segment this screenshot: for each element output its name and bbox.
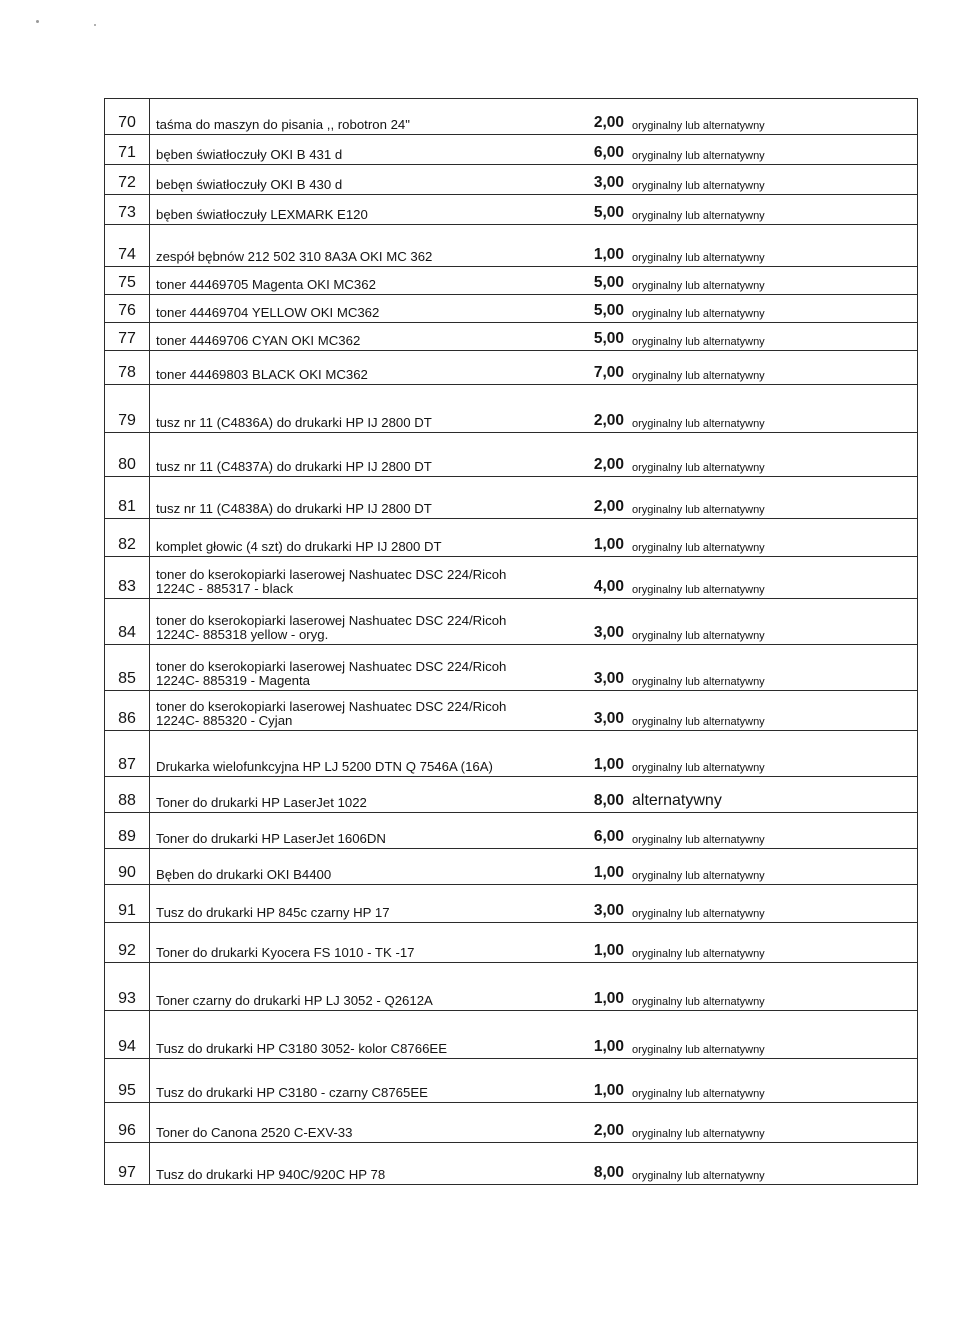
table-row xyxy=(105,1059,917,1103)
table-row xyxy=(105,477,917,519)
item-note: oryginalny lub alternatywny xyxy=(632,180,765,192)
row-number: 78 xyxy=(105,351,150,384)
item-quantity: 2,00 xyxy=(593,1122,624,1139)
item-description: zespół bębnów 212 502 310 8A3A OKI MC 362 xyxy=(156,249,433,264)
table-row xyxy=(105,923,917,963)
item-note: oryginalny lub alternatywny xyxy=(632,716,765,728)
item-note: oryginalny lub alternatywny xyxy=(632,210,765,222)
row-number: 80 xyxy=(105,433,150,476)
table-row xyxy=(105,433,917,477)
item-quantity: 8,00 xyxy=(593,792,624,809)
row-number: 91 xyxy=(105,885,150,922)
table-row xyxy=(105,99,917,135)
item-description: toner do kserokopiarki laserowej Nashuatec DSC 224/Ricoh 1224C- 885320 - Cyjan xyxy=(156,699,507,728)
item-note: alternatywny xyxy=(632,792,722,809)
table-row xyxy=(105,323,917,351)
item-note: oryginalny lub alternatywny xyxy=(632,504,765,516)
item-quantity: 8,00 xyxy=(593,1164,624,1181)
row-number: 86 xyxy=(105,691,150,730)
item-description: Toner do drukarki HP LaserJet 1606DN xyxy=(156,831,386,846)
row-number: 76 xyxy=(105,295,150,322)
item-quantity: 2,00 xyxy=(593,498,624,515)
row-number: 79 xyxy=(105,385,150,432)
item-note: oryginalny lub alternatywny xyxy=(632,120,765,132)
item-note: oryginalny lub alternatywny xyxy=(632,542,765,554)
item-note: oryginalny lub alternatywny xyxy=(632,834,765,846)
item-note: oryginalny lub alternatywny xyxy=(632,1128,765,1140)
row-number: 92 xyxy=(105,923,150,962)
scan-speck xyxy=(94,24,96,26)
table-row xyxy=(105,731,917,777)
row-number: 93 xyxy=(105,963,150,1010)
item-note: oryginalny lub alternatywny xyxy=(632,908,765,920)
item-description: toner do kserokopiarki laserowej Nashuatec DSC 224/Ricoh 1224C- 885319 - Magenta xyxy=(156,659,507,688)
item-note: oryginalny lub alternatywny xyxy=(632,1088,765,1100)
item-note: oryginalny lub alternatywny xyxy=(632,676,765,688)
item-description: Tusz do drukarki HP 845c czarny HP 17 xyxy=(156,905,390,920)
item-quantity: 4,00 xyxy=(593,578,624,595)
item-quantity: 5,00 xyxy=(593,302,624,319)
item-quantity: 5,00 xyxy=(593,274,624,291)
item-description: tusz nr 11 (C4838A) do drukarki HP IJ 2800 DT xyxy=(156,501,432,516)
item-quantity: 3,00 xyxy=(593,670,624,687)
table-row xyxy=(105,885,917,923)
item-quantity: 7,00 xyxy=(593,364,624,381)
item-quantity: 1,00 xyxy=(593,990,624,1007)
item-description: Tusz do drukarki HP C3180 3052- kolor C8766EE xyxy=(156,1041,448,1056)
item-quantity: 1,00 xyxy=(593,756,624,773)
row-number: 77 xyxy=(105,323,150,350)
item-description: tusz nr 11 (C4837A) do drukarki HP IJ 2800 DT xyxy=(156,459,432,474)
item-quantity: 3,00 xyxy=(593,710,624,727)
item-description: toner do kserokopiarki laserowej Nashuatec DSC 224/Ricoh 1224C - 885317 - black xyxy=(156,567,507,596)
item-note: oryginalny lub alternatywny xyxy=(632,584,765,596)
row-number: 88 xyxy=(105,777,150,812)
table-row xyxy=(105,645,917,691)
table-row xyxy=(105,557,917,599)
item-description: toner 44469803 BLACK OKI MC362 xyxy=(156,367,368,382)
item-description: bęben światłoczuły LEXMARK E120 xyxy=(156,207,368,222)
row-number: 94 xyxy=(105,1011,150,1058)
table-row xyxy=(105,225,917,267)
table-row xyxy=(105,1011,917,1059)
table-row xyxy=(105,1143,917,1185)
item-description: tusz nr 11 (C4836A) do drukarki HP IJ 2800 DT xyxy=(156,415,432,430)
item-quantity: 1,00 xyxy=(593,536,624,553)
item-description: bebęn światłoczuły OKI B 430 d xyxy=(156,177,343,192)
item-note: oryginalny lub alternatywny xyxy=(632,1170,765,1182)
row-number: 85 xyxy=(105,645,150,690)
row-number: 95 xyxy=(105,1059,150,1102)
item-description: Bęben do drukarki OKI B4400 xyxy=(156,867,332,882)
table-row xyxy=(105,295,917,323)
scan-speck xyxy=(36,20,39,23)
item-description: toner 44469704 YELLOW OKI MC362 xyxy=(156,305,380,320)
table-row xyxy=(105,599,917,645)
item-note: oryginalny lub alternatywny xyxy=(632,252,765,264)
item-quantity: 5,00 xyxy=(593,204,624,221)
item-note: oryginalny lub alternatywny xyxy=(632,870,765,882)
item-quantity: 6,00 xyxy=(593,828,624,845)
item-quantity: 6,00 xyxy=(593,144,624,161)
table-row xyxy=(105,519,917,557)
item-quantity: 5,00 xyxy=(593,330,624,347)
item-quantity: 3,00 xyxy=(593,624,624,641)
item-description: bęben światłoczuły OKI B 431 d xyxy=(156,147,343,162)
table-row xyxy=(105,195,917,225)
row-number: 74 xyxy=(105,225,150,266)
item-quantity: 1,00 xyxy=(593,1038,624,1055)
item-quantity: 2,00 xyxy=(593,412,624,429)
item-quantity: 3,00 xyxy=(593,174,624,191)
row-number: 90 xyxy=(105,849,150,884)
item-note: oryginalny lub alternatywny xyxy=(632,630,765,642)
item-description: komplet głowic (4 szt) do drukarki HP IJ 2800 DT xyxy=(156,539,442,554)
item-note: oryginalny lub alternatywny xyxy=(632,762,765,774)
item-note: oryginalny lub alternatywny xyxy=(632,370,765,382)
row-number: 97 xyxy=(105,1143,150,1184)
item-note: oryginalny lub alternatywny xyxy=(632,418,765,430)
table-row xyxy=(105,777,917,813)
item-note: oryginalny lub alternatywny xyxy=(632,462,765,474)
table-row xyxy=(105,351,917,385)
row-number: 82 xyxy=(105,519,150,556)
item-note: oryginalny lub alternatywny xyxy=(632,1044,765,1056)
item-quantity: 1,00 xyxy=(593,1082,624,1099)
item-quantity: 3,00 xyxy=(593,902,624,919)
row-number: 83 xyxy=(105,557,150,598)
table-row xyxy=(105,849,917,885)
row-number: 75 xyxy=(105,267,150,294)
item-description: Drukarka wielofunkcyjna HP LJ 5200 DTN Q 7546A (16A) xyxy=(156,759,493,774)
item-quantity: 1,00 xyxy=(593,246,624,263)
item-note: oryginalny lub alternatywny xyxy=(632,308,765,320)
table-row xyxy=(105,165,917,195)
row-number: 89 xyxy=(105,813,150,848)
item-quantity: 1,00 xyxy=(593,864,624,881)
item-description: Toner czarny do drukarki HP LJ 3052 - Q2612A xyxy=(156,993,433,1008)
item-description: Toner do Canona 2520 C-EXV-33 xyxy=(156,1125,353,1140)
row-number: 87 xyxy=(105,731,150,776)
item-description: Tusz do drukarki HP 940C/920C HP 78 xyxy=(156,1167,386,1182)
table-row xyxy=(105,691,917,731)
table-row xyxy=(105,135,917,165)
item-note: oryginalny lub alternatywny xyxy=(632,996,765,1008)
table-row xyxy=(105,963,917,1011)
item-note: oryginalny lub alternatywny xyxy=(632,948,765,960)
item-quantity: 2,00 xyxy=(593,456,624,473)
row-number: 84 xyxy=(105,599,150,644)
item-quantity: 1,00 xyxy=(593,942,624,959)
item-description: toner 44469706 CYAN OKI MC362 xyxy=(156,333,361,348)
item-note: oryginalny lub alternatywny xyxy=(632,280,765,292)
row-number: 70 xyxy=(105,99,150,134)
table-row xyxy=(105,813,917,849)
item-description: toner 44469705 Magenta OKI MC362 xyxy=(156,277,376,292)
item-quantity: 2,00 xyxy=(593,114,624,131)
row-number: 72 xyxy=(105,165,150,194)
item-description: toner do kserokopiarki laserowej Nashuatec DSC 224/Ricoh 1224C- 885318 yellow - oryg. xyxy=(156,613,507,642)
row-number: 81 xyxy=(105,477,150,518)
item-note: oryginalny lub alternatywny xyxy=(632,150,765,162)
table-row xyxy=(105,385,917,433)
item-description: Toner do drukarki HP LaserJet 1022 xyxy=(156,795,367,810)
row-number: 96 xyxy=(105,1103,150,1142)
item-note: oryginalny lub alternatywny xyxy=(632,336,765,348)
item-description: Toner do drukarki Kyocera FS 1010 - TK -17 xyxy=(156,945,415,960)
item-description: taśma do maszyn do pisania ,, robotron 24" xyxy=(156,117,410,132)
row-number: 71 xyxy=(105,135,150,164)
row-number: 73 xyxy=(105,195,150,224)
table-row xyxy=(105,267,917,295)
table-row xyxy=(105,1103,917,1143)
item-description: Tusz do drukarki HP C3180 - czarny C8765EE xyxy=(156,1085,428,1100)
items-table xyxy=(104,98,918,1185)
